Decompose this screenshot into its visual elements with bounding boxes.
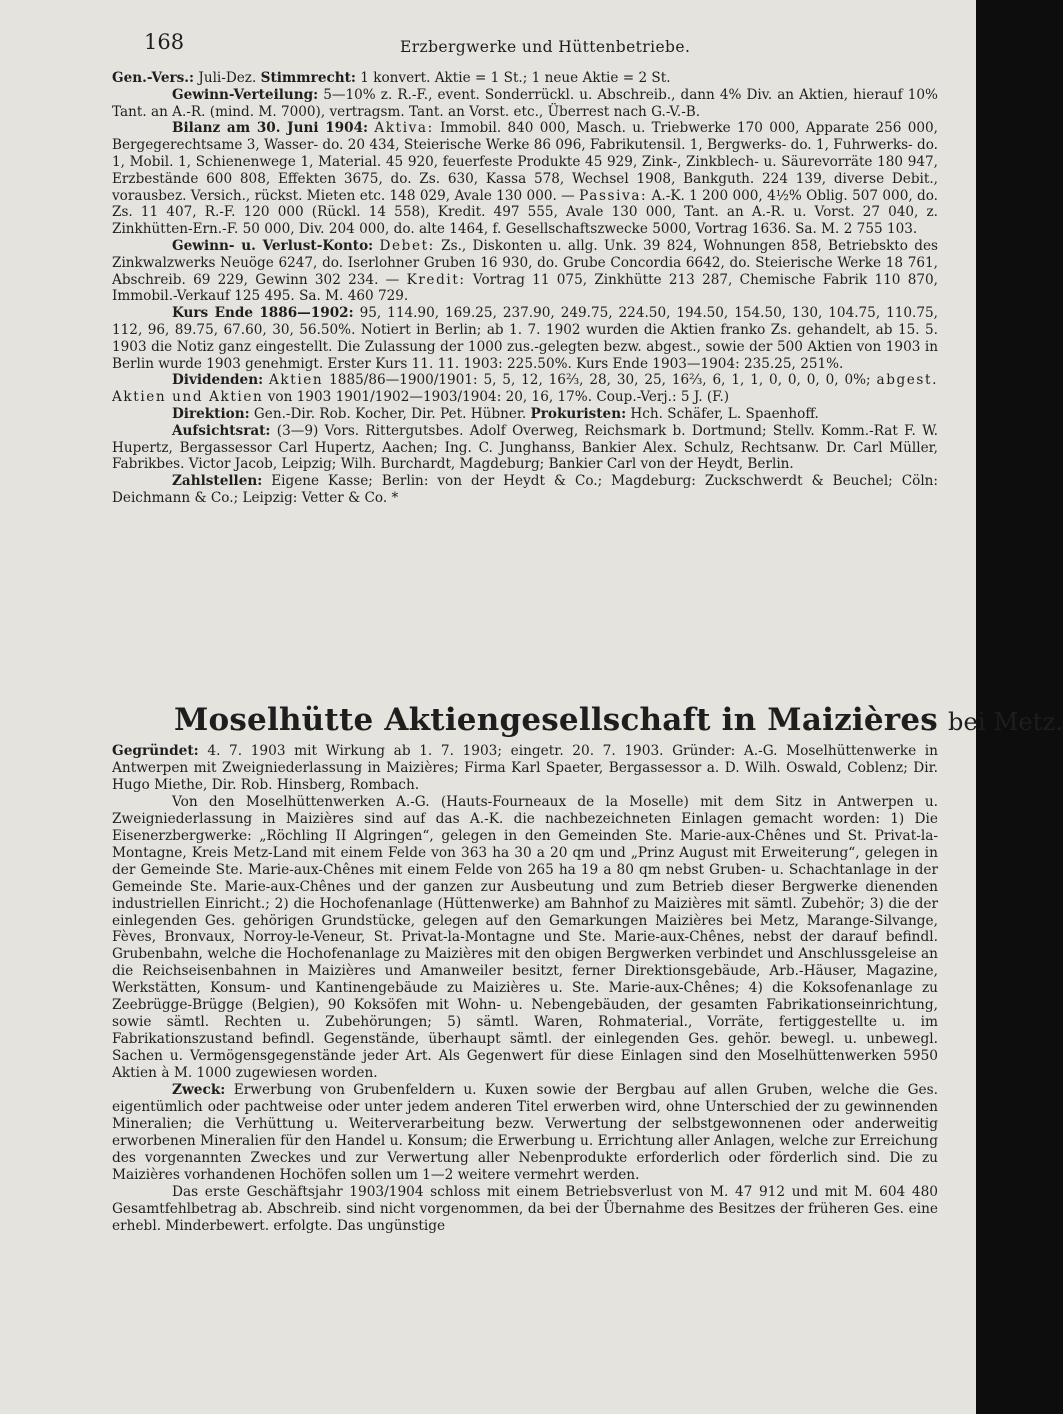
- paragraph-geschaeftsjahr: Das erste Geschäftsjahr 1903/1904 schloss mit einem Betriebsverlust von M. 47 912 und mit M. 604 480 Gesamtfehlbetrag ab. Abschreib. sind nicht vorgenommen, da bei der Übernahme des Besitzes der früheren Ges. eine erhebl. Minderbewert. erfolgte. Das ungünstige: [112, 1183, 938, 1234]
- company-entry-moselhuette: [112, 743, 938, 1235]
- paragraph-dividenden: [112, 372, 938, 406]
- paragraph-direktion: [112, 406, 938, 423]
- text-stimmrecht: 1 konvert. Aktie = 1 St.; 1 neue Aktie = 2 St.: [360, 70, 671, 86]
- paragraph-gewinn-verteilung: [112, 87, 938, 121]
- text-kredit: Vortrag 11 075, Zinkhütte 213 287, Chemische Fabrik 110 870, Immobil.-Verkauf 125 495. Sa. M. 460 729.: [112, 271, 938, 305]
- text-dividenden-1: 1885/86—1900/1901: 5, 5, 12, 16⅔, 28, 30, 25, 16⅔, 6, 1, 1, 0, 0, 0, 0, 0%;: [329, 372, 871, 389]
- running-title: Erzbergwerke und Hüttenbetriebe.: [400, 38, 691, 56]
- paragraph-gewinn-verlust: [112, 238, 938, 305]
- company-location-tail: bei Metz.: [947, 708, 1063, 736]
- company-heading: [174, 702, 1063, 740]
- text-zahlstellen: Eigene Kasse; Berlin: von der Heydt & Co.; Magdeburg: Zuckschwerdt & Beuchel; Cöln: Deichmann & Co.; Leipzig: Vetter & Co. *: [112, 473, 939, 506]
- paragraph-aufsichtsrat: [112, 423, 938, 473]
- label-aktiva: Aktiva:: [374, 120, 434, 137]
- page-number: 168: [144, 30, 185, 54]
- label-direktion: Direktion:: [172, 405, 250, 422]
- text-direktion: Gen.-Dir. Rob. Kocher, Dir. Pet. Hübner.: [253, 405, 527, 422]
- label-dividenden-aktien: Aktien: [269, 372, 324, 389]
- text-debet: Zs., Diskonten u. allg. Unk. 39 824, Wohnungen 858, Betriebskto des Zinkwalzwerks Neuöge 6247, do. Iserlohner Gruben 16 930, do. Grube Concordia 6642, do. Steierische Werke 18 761, Abschreib. 69 229, Gewinn 302 234. —: [112, 237, 938, 288]
- label-zahlstellen: Zahlstellen:: [172, 473, 263, 490]
- text-gegruendet: 4. 7. 1903 mit Wirkung ab 1. 7. 1903; eingetr. 20. 7. 1903. Gründer: A.-G. Moselhüttenwerke in Antwerpen mit Zweigniederlassung in Maizières; Firma Karl Spaeter, Bergassessor a. D. Wilh. Oswald, Coblenz; Dir. Hugo Miethe, Dir. Rob. Hinsberg, Rombach.: [112, 743, 938, 793]
- text-zweck: Erwerbung von Grubenfeldern u. Kuxen sowie der Bergbau auf allen Gruben, welche die Ges. eigentümlich oder pachtweise oder unter jedem anderen Titel erwerben wird, ohne Unterschied der zu gewinnenden Mineralien; die Verhüttung u. Weiterverarbeitung bezw. Verwertung der selbstgewonnenen oder anderweitig erworbenen Mineralien für den Handel u. Konsum; die Erwerbung u. Errichtung aller Anlagen, welche zur Erreichung des vorgenannten Zweckes und zur Verwertung aller Nebenprodukte erforderlich oder förderlich sind. Die zu Maizières vorhandenen Hochöfen sollen um 1—2 weitere vermehrt werden.: [112, 1082, 939, 1183]
- company-entry-continued: [112, 70, 938, 507]
- label-prokuristen: Prokuristen:: [530, 405, 627, 422]
- label-gegruendet: Gegründet:: [112, 743, 199, 759]
- text-gen-vers: Juli-Dez.: [198, 70, 257, 86]
- label-stimmrecht: Stimmrecht:: [260, 70, 356, 86]
- text-passiva: A.-K. 1 200 000, 4½% Oblig. 507 000, do. Zs. 11 407, R.-F. 120 000 (Rückl. 14 558), Kredit. 497 555, Avale 130 000, Tant. an A.-R. u. Vorst. 27 040, z. Zinkhütten-Ern.-F. 50 000, Div. 204 000, do. alte 1464, f. Gesellschaftszwecke 5000, Vortrag 1636. Sa. M. 2 755 103.: [112, 187, 938, 238]
- label-aufsichtsrat: Aufsichtsrat:: [172, 422, 271, 439]
- text-aufsichtsrat: (3—9) Vors. Rittergutsbes. Adolf Overweg, Reichsmark b. Dortmund; Stellv. Komm.-Rat F. W. Hupertz, Bergassessor Carl Hupertz, Aachen; Ing. C. Junghanss, Bankier Alex. Schulz, Rechtsanw. Dr. Carl Müller, Fabrikbes. Victor Jacob, Leipzig; Wilh. Burchardt, Magdeburg; Bankier Carl von der Heydt, Berlin.: [112, 422, 938, 473]
- label-bilanz: Bilanz am 30. Juni 1904:: [172, 120, 369, 137]
- paragraph-einlagen: Von den Moselhüttenwerken A.-G. (Hauts-Fourneaux de la Moselle) mit dem Sitz in Antwerpen u. Zweigniederlassung in Maizières sind auf das A.-K. die nachbezeichneten Einlagen gemacht worden: 1) Die Eisenerzbergwerke: „Röchling II Algringen“, gelegen in den Gemeinden Ste. Marie-aux-Chênes und St. Privat-la-Montagne, Kreis Metz-Land mit einem Felde von 363 ha 30 a 20 qm und „Prinz August mit Erweiterung“, gelegen in der Gemeinde Ste. Marie-aux-Chênes mit einem Felde von 265 ha 19 a 80 qm nebst Gruben- u. Schachtanlage in der Gemeinde Ste. Marie-aux-Chênes und der ganzen zur Ausbeutung und zum Betrieb dieser Bergwerke dienenden industriellen Einricht.; 2) die Hochofenanlage (Hüttenwerke) am Bahnhof zu Maizières mit sämtl. Zubehör; 3) die der einlegenden Ges. gehörigen Grundstücke, gelegen auf den Gemarkungen Maizières bei Metz, Marange-Silvange, Fèves, Bronvaux, Norroy-le-Veneur, St. Privat-la-Montagne und Ste. Marie-aux-Chênes, nebst der darauf befindl. Grubenbahn, welche die Hochofenanlage zu Maizières mit den obigen Bergwerken verbindet und Anschlussgeleise an die Reichseisenbahnen in Maizières und Amanweiler besitzt, ferner Direktionsgebäude, Arb.-Häuser, Magazine, Werkstätten, Konsum- und Kantinengebäude zu Maizières u. Ste. Marie-aux-Chênes; 4) die Koksofenanlage zu Zeebrügge-Brügge (Belgien), 90 Koksöfen mit Wohn- u. Nebengebäuden, der gesamten Fabrikationseinrichtung, sowie sämtl. Rechten u. Zubehörungen; 5) sämtl. Waren, Rohmaterial., Vorräte, fertiggestellte u. im Fabrikationszustand befindl. Gegenstände, überhaupt sämtl. der einlegenden Ges. gehör. bewegl. u. unbewegl. Sachen u. Vermögensgegenstände jeder Art. Als Gegenwert für diese Einlagen sind den Moselhüttenwerken 5950 Aktien à M. 1000 zugewiesen worden.: [112, 793, 938, 1082]
- label-kredit: Kredit:: [406, 271, 466, 288]
- paragraph-bilanz: [112, 120, 938, 238]
- label-zweck: Zweck:: [172, 1082, 226, 1099]
- text-prokuristen: Hch. Schäfer, L. Spaenhoff.: [630, 405, 819, 422]
- paragraph-kurs: [112, 305, 938, 372]
- company-name: Moselhütte Aktiengesellschaft in Maizières: [174, 702, 938, 738]
- label-gewinn-verlust: Gewinn- u. Verlust-Konto:: [172, 237, 374, 254]
- label-gen-vers: Gen.-Vers.:: [112, 70, 195, 86]
- text-aktiva: Immobil. 840 000, Masch. u. Triebwerke 170 000, Apparate 256 000, Bergegerechtsame 3, Wasser- do. 20 434, Steierische Werke 86 096, Fabrikutensil. 1, Bergwerks- do. 1, Fuhrwerks- do. 1, Mobil. 1, Schienenwege 1, Material. 45 920, feuerfeste Produkte 45 929, Zink-, Zinkblech- u. Säurevorräte 180 947, Erzbestände 600 808, Effekten 3675, do. Zs. 630, Kassa 578, Wechsel 1908, Bankguth. 224 139, diverse Debit., vorausbez. Versich., rückst. Mieten etc. 148 029, Avale 130 000. —: [112, 120, 939, 204]
- text-gewinn-verteilung: 5—10% z. R.-F., event. Sonderrückl. u. Abschreib., dann 4% Div. an Aktien, hierauf 10% Tant. an A.-R. (mind. M. 7000), vertragsm. Tant. an Vorst. etc., Überrest nach G.-V.-B.: [112, 86, 938, 120]
- label-passiva: Passiva:: [579, 187, 648, 204]
- paragraph-gen-vers: [112, 70, 938, 87]
- paragraph-zahlstellen: [112, 473, 938, 507]
- text-dividenden-2: von 1903 1901/1902—1903/1904: 20, 16, 17%. Coup.-Verj.: 5 J. (F.): [267, 389, 730, 406]
- label-dividenden: Dividenden:: [172, 372, 264, 389]
- paragraph-zweck: [112, 1082, 938, 1184]
- paragraph-gegruendet: [112, 743, 938, 794]
- text-kurs: 95, 114.90, 169.25, 237.90, 249.75, 224.50, 194.50, 154.50, 130, 104.75, 110.75, 112, 96, 89.75, 67.60, 30, 56.50%. Notiert in Berlin; ab 1. 7. 1902 wurden die Aktien franko Zs. gehandelt, ab 15. 5. 1903 die Notiz ganz eingestellt. Die Zulassung der 1000 zus.-gelegten bezw. abgest., sowie der 500 Aktien von 1903 in Berlin wurde 1903 genehmigt. Erster Kurs 11. 11. 1903: 225.50%. Kurs Ende 1903—1904: 235.25, 251%.: [112, 305, 938, 372]
- label-debet: Debet:: [379, 237, 435, 254]
- label-gewinn-verteilung: Gewinn-Verteilung:: [172, 86, 319, 103]
- label-kurs: Kurs Ende 1886—1902:: [172, 305, 354, 322]
- label-dividenden-abgest: abgest. Aktien und Aktien: [112, 372, 938, 406]
